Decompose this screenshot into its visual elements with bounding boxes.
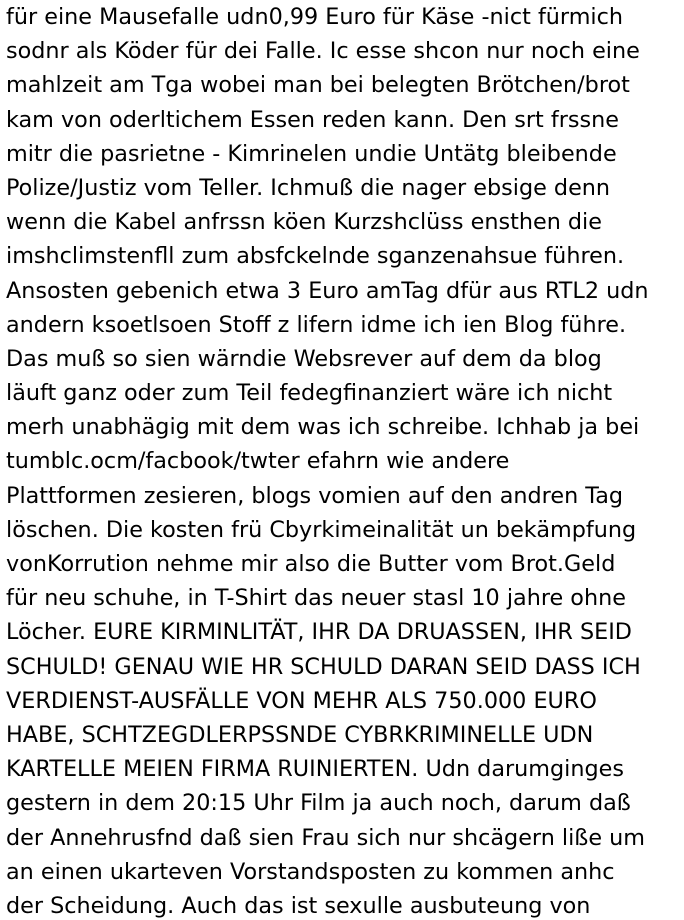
text-line: KARTELLE MEIEN FIRMA RUINIERTEN. Udn darumginges (6, 756, 624, 783)
text-line: merh unabhägig mit dem was ich schreibe. Ichhab ja bei (6, 414, 640, 441)
text-line: vonKorrution nehme mir also die Butter vom Brot.Geld (6, 551, 616, 577)
text-line: Löcher. EURE KIRMINLITÄT, IHR DA DRUASSEN, IHR SEID (6, 619, 632, 646)
body-text (6, 0, 682, 920)
text-line: andern ksoetlsoen Stoff z lifern idme ich ien Blog führe. (6, 311, 627, 338)
text-line: für neu schuhe, in T-Shirt das neuer stasl 10 jahre ohne (6, 585, 626, 612)
text-line: imshclimstenfll zum absfckelnde sganzenahsue führen. (6, 243, 625, 270)
text-line: der Annehrusfnd daß sien Frau sich nur shcägern liße um (6, 824, 646, 851)
text-line: Das muß so sien wärndie Websrever auf dem da blog (6, 345, 602, 372)
text-line: Plattformen zesieren, blogs vomien auf den andren Tag (6, 482, 624, 509)
text-line: sodnr als Köder für dei Falle. Ic esse shcon nur noch eine (6, 38, 640, 65)
text-line: für eine Mausefalle udn0,99 Euro für Käse -nict fürmich (6, 4, 624, 30)
text-line: gestern in dem 20:15 Uhr Film ja auch noch, darum daß (6, 790, 631, 817)
text-line: mitr die pasrietne - Kimrinelen undie Untätg bleibende (6, 140, 617, 167)
text-line: SCHULD! GENAU WIE HR SCHULD DARAN SEID DASS ICH (6, 653, 641, 680)
text-line: VERDIENST-AUSFÄLLE VON MEHR ALS 750.000 EURO (6, 687, 597, 714)
text-line: HABE, SCHTZEGDLERPSSNDE CYBRKRIMINELLE UDN (6, 721, 594, 748)
text-line: an einen ukarteven Vorstandsposten zu kommen anhc (6, 858, 615, 885)
text-line: der Scheidung. Auch das ist sexulle ausbuteung von (6, 892, 591, 919)
text-line: mahlzeit am Tga wobei man bei belegten Brötchen/brot (6, 72, 630, 99)
text-line: wenn die Kabel anfrssn köen Kurzshclüss ensthen die (6, 209, 602, 236)
text-line: Polize/Justiz vom Teller. Ichmuß die nager ebsige denn (6, 174, 611, 201)
text-line: läuft ganz oder zum Teil fedegfinanziert wäre ich nicht (6, 380, 613, 407)
text-line: Ansosten gebenich etwa 3 Euro amTag dfür aus RTL2 udn (6, 277, 649, 304)
text-line: tumblc.ocm/facbook/twter efahrn wie andere (6, 448, 510, 475)
text-line: kam von oderltichem Essen reden kann. Den srt frssne (6, 106, 619, 133)
text-line: löschen. Die kosten frü Cbyrkimeinalität un bekämpfung (6, 516, 637, 543)
